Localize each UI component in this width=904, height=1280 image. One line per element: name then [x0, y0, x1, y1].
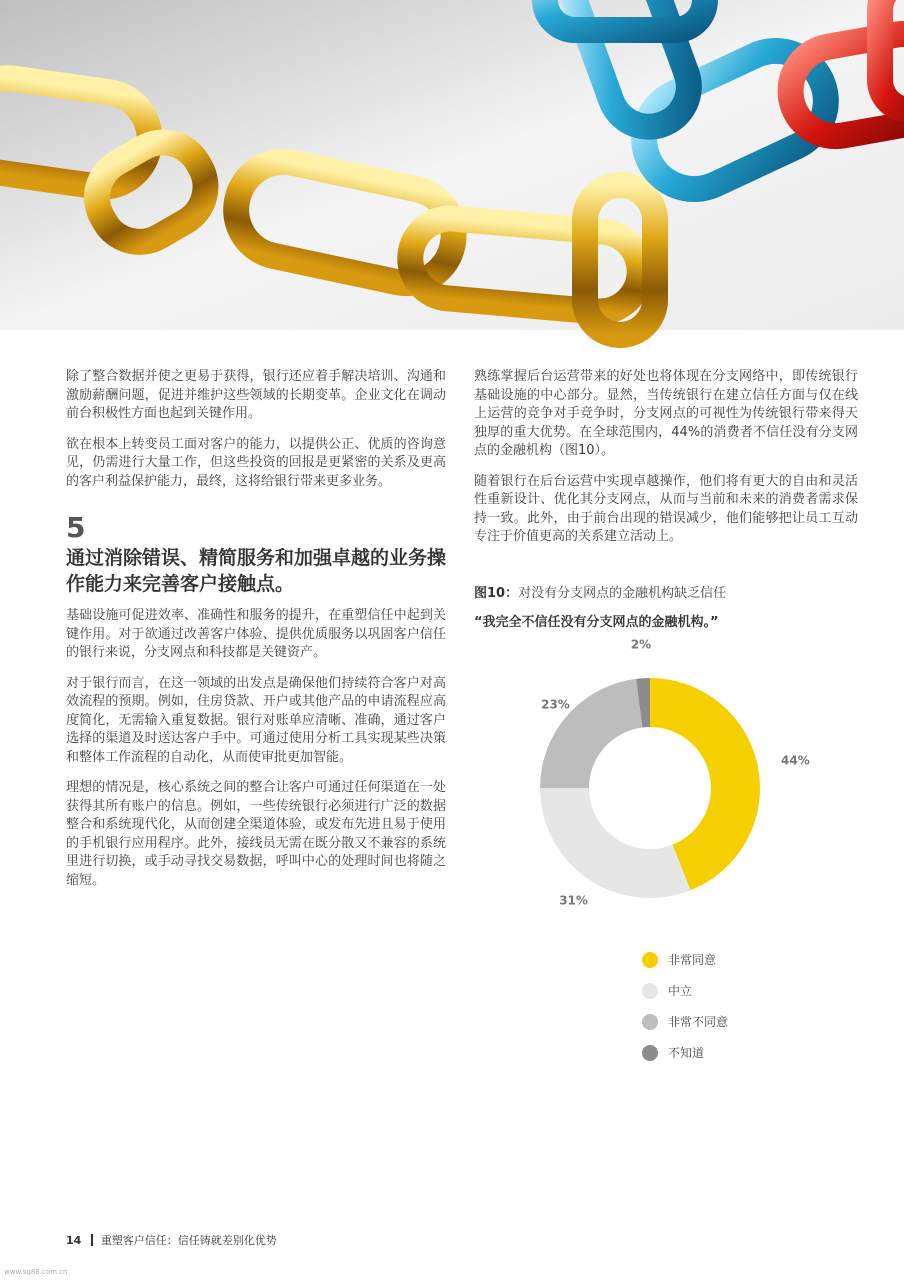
right-column — [474, 368, 858, 559]
slice-value-label: 31% — [559, 893, 588, 908]
donut-slice-2 — [540, 788, 690, 898]
paragraph: 随着银行在后台运营中实现卓越操作，他们将有更大的自由和灵活性重新设计、优化其分支网点，从而与当前和未来的消费者需求保持一致。此外，由于前台出现的错误减少，他们能够把让员工互动专注于价值更高的关系建立活动上。 — [474, 473, 858, 544]
left-column — [66, 368, 446, 902]
paragraph: 基础设施可促进效率、准确性和服务的提升，在重塑信任中起到关键作用。对于欲通过改善客户体验、提供优质服务以巩固客户信任的银行来说，分支网点和科技都是关键资产。 — [66, 608, 446, 660]
legend-swatch — [642, 1014, 658, 1030]
figure-caption-text: 对没有分支网点的金融机构缺乏信任 — [518, 586, 727, 601]
legend-label: 中立 — [668, 984, 693, 998]
figure-caption — [474, 582, 858, 601]
legend-label: 非常不同意 — [668, 1015, 729, 1029]
section-number: 5 — [66, 511, 86, 544]
legend-item — [642, 975, 728, 1006]
legend-swatch — [642, 1045, 658, 1061]
legend-swatch — [642, 952, 658, 968]
legend-label: 不知道 — [668, 1046, 705, 1060]
legend-item — [642, 1006, 728, 1037]
donut-slice-3 — [540, 679, 642, 788]
legend-item — [642, 1037, 728, 1068]
slice-value-label: 2% — [630, 637, 652, 652]
figure-quote: “我完全不信任没有分支网点的金融机构。” — [474, 615, 719, 630]
legend-swatch — [642, 983, 658, 999]
figure-label: 图10： — [474, 586, 519, 601]
section-title: 通过消除错误、精简服务和加强卓越的业务操作能力来完善客户接触点。 — [66, 547, 447, 595]
paragraph: 欲在根本上转变员工面对客户的能力，以提供公正、优质的咨询意见，仍需进行大量工作，但这些投资的回报是更紧密的关系及更高的客户利益保护能力，最终，这将给银行带来更多业务。 — [66, 436, 446, 489]
slice-value-label: 44% — [781, 753, 810, 768]
paragraph: 除了整合数据并使之更易于获得，银行还应着手解决培训、沟通和激励薪酬问题，促进并维护这些领域的长期变革。企业文化在调动前台积极性方面也起到关键作用。 — [66, 369, 446, 421]
slice-value-label: 23% — [541, 697, 570, 712]
donut-chart — [514, 637, 814, 912]
legend-item — [642, 944, 728, 975]
footer-divider — [91, 1234, 93, 1246]
hero-chain-image — [0, 0, 904, 330]
page-footer — [66, 1232, 277, 1248]
legend-label: 非常同意 — [668, 953, 717, 967]
paragraph: 对于银行而言，在这一领域的出发点是确保他们持续符合客户对高效流程的预期。例如，住房贷款、开户或其他产品的申请流程应高度简化，无需输入重复数据。银行对账单应清晰、准确，通过客户选择的渠道及时送达客户手中。可通过使用分析工具实现某些决策和整体工作流程的自动化，从而使审批更加智能。 — [66, 675, 446, 765]
paragraph: 理想的情况是，核心系统之间的整合让客户可通过任何渠道在一处获得其所有账户的信息。例如，一些传统银行必须进行广泛的数据整合和系统现代化，从而创建全渠道体验，或发布先进且易于使用的手机银行应用程序。此外，接线员无需在既分散又不兼容的系统里进行切换，或手动寻找交易数据，呼叫中心的处理时间也将随之缩短。 — [66, 780, 446, 888]
page-number: 14 — [66, 1233, 82, 1247]
footer-title: 重塑客户信任：信任铸就差别化优势 — [100, 1234, 277, 1247]
watermark: www.sq88.com.cn — [4, 1268, 68, 1276]
figure-header — [474, 582, 858, 630]
paragraph: 熟练掌握后台运营带来的好处也将体现在分支网络中，即传统银行基础设施的中心部分。显然，当传统银行在建立信任方面与仅在线上运营的竞争对手竞争时，分支网点的可视性为传统银行带来得天独厚的重大优势。在全球范围内，44%的消费者不信任没有分支网点的金融机构（图10）。 — [474, 369, 858, 458]
chart-legend — [642, 944, 728, 1068]
